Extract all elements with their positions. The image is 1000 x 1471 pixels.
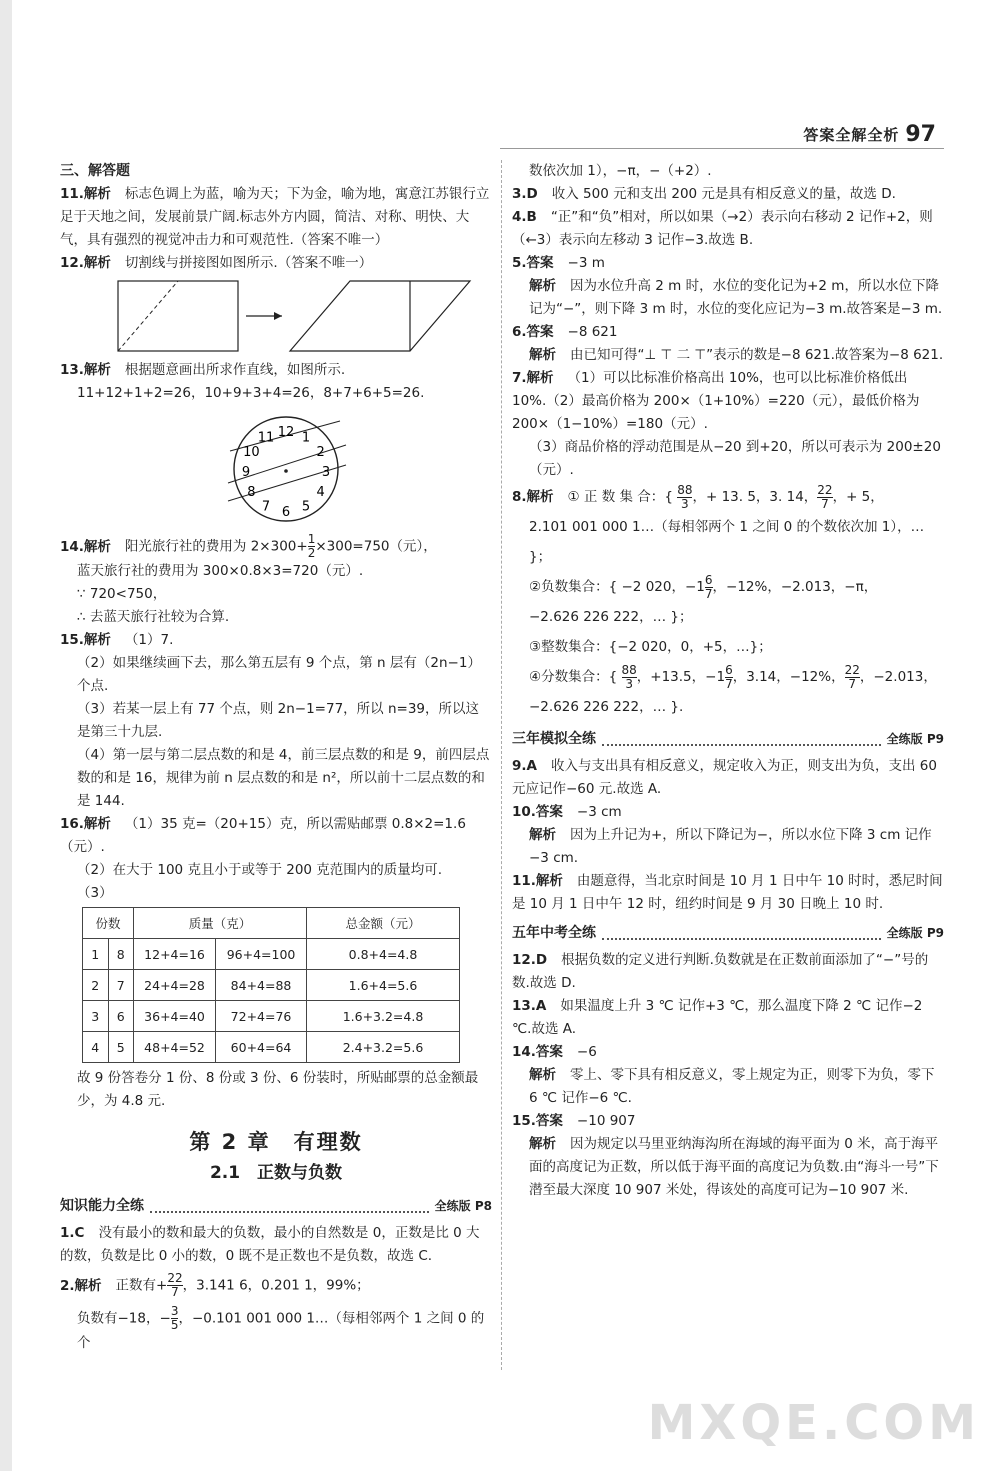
answer-15-line: （3）若某一层上有 77 个点，则 2n−1=77，所以 n=39，所以这是第三十九层. [77, 701, 480, 740]
clock-number: 9 [241, 465, 251, 480]
answer-4: 4.B “正”和“负”相对，所以如果（→2）表示向右移动 2 记作+2，则（←3）表示向左移动 3 记作−3.故选 B. [512, 209, 933, 248]
answer-13r: 13.A 如果温度上升 3 ℃ 记作+3 ℃，那么温度下降 2 ℃ 记作−2 ℃.故选 A. [512, 998, 923, 1037]
answer-15-line: （4）第一层与第二层点数的和是 4，前三层点数的和是 9，前四层点数的和是 16，规律为前 n 层点数的和是 n²，所以前十二层点数的和是 144. [77, 747, 490, 809]
answer-13-sums: 11+12+1+2=26，10+9+3+4=26，8+7+6+5=26. [77, 385, 425, 401]
answer-16: 16.解析 （1）35 克=（20+15）克，所以需贴邮票 0.8×2=1.6（元）. [60, 816, 466, 855]
answer-14: 14.解析 阳光旅行社的费用为 2×300+ $\frac{1}{2}$ ×300=750（元）， [60, 532, 437, 560]
clock-number: 5 [301, 499, 311, 515]
section-five-year: 五年中考全练 全练版 P9 [512, 925, 944, 941]
answer-6: 6.答案 −8 621 [512, 324, 618, 340]
answer-z2: 2.解析 正数有+ $\frac{22}{7}$ ，3.141 6，0.201 1，99%； [60, 1271, 370, 1299]
header-rule [500, 148, 944, 149]
table-header: 总金额（元） [307, 908, 460, 939]
left-column [60, 160, 492, 1355]
answer-z1: 1.C 没有最小的数和最大的负数，最小的自然数是 0，正数是比 0 大的数，负数是比 0 小的数，0 既不是正数也不是负数，故选 C. [60, 1225, 480, 1264]
stamp-table [82, 907, 460, 1063]
subchapter-title: 2.1 正数与负数 [209, 1163, 343, 1183]
answer-12: 12.解析 切割线与拼接图如图所示.（答案不唯一） [60, 255, 373, 271]
clock-number: 2 [316, 445, 325, 460]
header-title: 答案全解全析 [803, 126, 900, 144]
answer-11r: 11.解析 由题意得，当北京时间是 10 月 1 日中午 10 时时，悉尼时间是 10 月 1 日中午 12 时，纽约时间是 9 月 30 日晚上 10 时. [512, 873, 943, 912]
chapter-title: 第 2 章 有理数 [189, 1130, 363, 1154]
answer-7-line: （3）商品价格的浮动范围是从−20 到+20，所以可表示为 200±20（元）. [529, 439, 941, 478]
answer-16-line: （3） [77, 885, 113, 901]
answer-13: 13.解析 根据题意画出所求作直线，如图所示. [60, 362, 346, 378]
table-header-row [83, 908, 460, 939]
clock-number: 6 [281, 505, 291, 520]
table-header: 质量（克） [134, 908, 307, 939]
clock-number: 3 [321, 465, 331, 480]
clock-number: 1 [301, 430, 311, 446]
answer-15r: 15.答案 −10 907 [512, 1113, 636, 1129]
fraction-half: $\frac{1}{2}$ [307, 532, 316, 560]
answer-16-conclusion: 故 9 份答卷分 1 份、8 份或 3 份、6 份装时，所贴邮票的总金额最少，为 4.8 元. [77, 1070, 479, 1109]
answer-3: 3.D 收入 500 元和支出 200 元是具有相反意义的量，故选 D. [512, 186, 896, 202]
answer-z2-neg: 负数有−18，− $\frac{3}{5}$ ，−0.101 001 000 1…（每相邻两个 1 之间 0 的个 [77, 1304, 485, 1351]
answer-15-line: （2）如果继续画下去，那么第五层有 9 个点，第 n 层有（2n−1）个点. [77, 655, 481, 694]
table-row: 4 5 48+4=52 60+4=64 2.4+3.2=5.6 [83, 1032, 460, 1063]
answer-16-line: （2）在大于 100 克且小于或等于 200 克范围内的质量均可. [77, 862, 443, 878]
watermark: MXQE.COM [647, 1395, 980, 1451]
page-number: 97 [905, 122, 936, 147]
answer-14-line: ∵ 720<750， [77, 586, 167, 602]
clock-number: 7 [261, 499, 271, 515]
clock-figure [60, 405, 492, 533]
answer-10: 10.答案 −3 cm [512, 804, 622, 820]
cut-figure [60, 275, 492, 359]
section-three-year: 三年模拟全练 全练版 P9 [512, 731, 944, 747]
clock-number: 12 [277, 425, 295, 440]
answer-14r: 14.答案 −6 [512, 1044, 597, 1060]
answer-14-line: 蓝天旅行社的费用为 300×0.8×3=720（元）. [77, 563, 364, 579]
answer-12r: 12.D 根据负数的定义进行判断.负数就是在正数前面添加了“−”号的数.故选 D. [512, 952, 929, 991]
table-row: 2 7 24+4=28 84+4=88 1.6+4=5.6 [83, 970, 460, 1001]
clock-number: 8 [247, 485, 256, 500]
answer-9: 9.A 收入与支出具有相反意义，规定收入为正，则支出为负，支出 60 元应记作−60 元.故选 A. [512, 758, 937, 797]
section-knowledge: 知识能力全练 全练版 P8 [60, 1198, 492, 1214]
column-divider [501, 160, 502, 1370]
table-row: 3 6 36+4=40 72+4=76 1.6+3.2=4.8 [83, 1001, 460, 1032]
answer-5: 5.答案 −3 m [512, 255, 605, 271]
answer-15: 15.解析 （1）7. [60, 632, 174, 648]
page-header [803, 122, 936, 147]
right-column: 数依次加 1），−π，−（+2）. 3.D 收入 500 元和支出 200 元是具有相反意义的量，故选 D. 4.B “正”和“负”相对，所以如果（→2）表示向右移动 2 记作+2，则（←3）表示向左移动 3 记作−3.故选 B. 5.答案 −3 m 解析 因为水位升高 2 m 时，水位的变化记为+2 m，所以水位下降记为“−”，则下降 3 m 时，水位的变化应记为−3 m.故答案是−3 m. 6.答案 −8 621 解析 由已知可得“⊥ ⊤ 二 ⊤”表示的数是−8 621.故答案为−8 621. 7.解析 （1）可以比标准价格高出 10%，也可以比标准价格低出 10%.（2）最高价格为 200×（1+10%）=220（元），最低价格为 200×（1−10%）=180（元）. （3）商品价格的浮动范围是从−20 到+20，所以可表示为 200±20（元）. 8.解析 ① 正 数 集 合：{ $\frac{88}{3}$ ，+ 13. 5，3. 14， $\frac{22}{7}$ ，+ 5， 2.101 001 000 1…（每相邻两个 1 之间 0 的个数依次加 1），… }； ②负数集合：{ −2 020，−1 $\frac{6}{7}$ ，−12%，−2.013̇，−π， −2.626 226 222，… }； ③整数集合：{−2 020，0，+5，…}； ④分数集合：{ $\frac{88}{3}$ ，+13.5，−1 $\frac{6}{7}$ ，3.14，−12%， $\frac{22}{7}$ ，−2.013̇， −2.626 226 222，… }. 三年模拟全练 全练版 P9 9.A 收入与支出具有相反意义，规定收入为正，则支出为负，支出 60 元应记作−60 元.故选 A. 10.答案 −3 cm 解析 因为上升记为+，所以下降记为−，所以水位下降 3 cm 记作−3 cm. 11.解析 由题意得，当北京时间是 10 月 1 日中午 10 时时，悉尼时间是 10 月 1 日中午 12 时，纽约时间是 9 月 30 日晚上 10 时. 五年中考全练 全练版 P9 12.D 根据负数的定义进行判断.负数就是在正数前面添加了“−”号的数.故选 D. 13.A 如果温度上升 3 ℃ 记作+3 ℃，那么温度下降 2 ℃ 记作−2 ℃.故选 A. 14.答案 −6 解析 零上、零下具有相反意义，零上规定为正，则零下为负，零下 6 ℃ 记作−6 ℃. 15.答案 −10 907 解析 因为规定以马里亚纳海沟所在海域的海平面为 0 米，高于海平面的高度记为正数，所以低于海平面的高度记为负数.由“海斗一号”下潜至最大深度 10 907 米处，得该处的高度可记为−10 907 米. [512, 160, 944, 1202]
clock-number: 10 [243, 445, 260, 460]
section-title: 三、解答题 [60, 163, 130, 179]
page-edge [0, 0, 12, 1471]
continued-text: 数依次加 1），−π，−（+2）. [529, 163, 712, 179]
answer-8: 8.解析 ① 正 数 集 合：{ $\frac{88}{3}$ ，+ 13. 5，3. 14， $\frac{22}{7}$ ，+ 5， 2.101 001 000 1…（每相邻两个 1 之间 0 的个数依次加 1），… }； ②负数集合：{ −2 020，−1 $\frac{6}{7}$ ，−12%，−2.013̇，−π， −2.626 226 222，… }； ③整数集合：{−2 020，0，+5，…}； ④分数集合：{ $\frac{88}{3}$ ，+13.5，−1 $\frac{6}{7}$ ，3.14，−12%， $\frac{22}{7}$ ，−2.013̇， −2.626 226 222，… }. [512, 482, 937, 715]
answer-14-line: ∴ 去蓝天旅行社较为合算. [77, 609, 230, 625]
answer-11: 11.解析 标志色调上为蓝，喻为天；下为金，喻为地，寓意江苏银行立足于天地之间，发展前景广阔.标志外方内圆，简洁、对称、明快、大气，具有强烈的视觉冲击力和可观范性.（答案不唯一） [60, 186, 490, 248]
clock-number: 11 [257, 430, 275, 446]
clock-number: 4 [316, 485, 325, 500]
table-header: 份数 [83, 908, 134, 939]
answer-7: 7.解析 （1）可以比标准价格高出 10%，也可以比标准价格低出 10%.（2）最高价格为 200×（1+10%）=220（元），最低价格为 200×（1−10%）=180（元）. [512, 370, 920, 432]
table-row: 1 8 12+4=16 96+4=100 0.8+4=4.8 [83, 939, 460, 970]
